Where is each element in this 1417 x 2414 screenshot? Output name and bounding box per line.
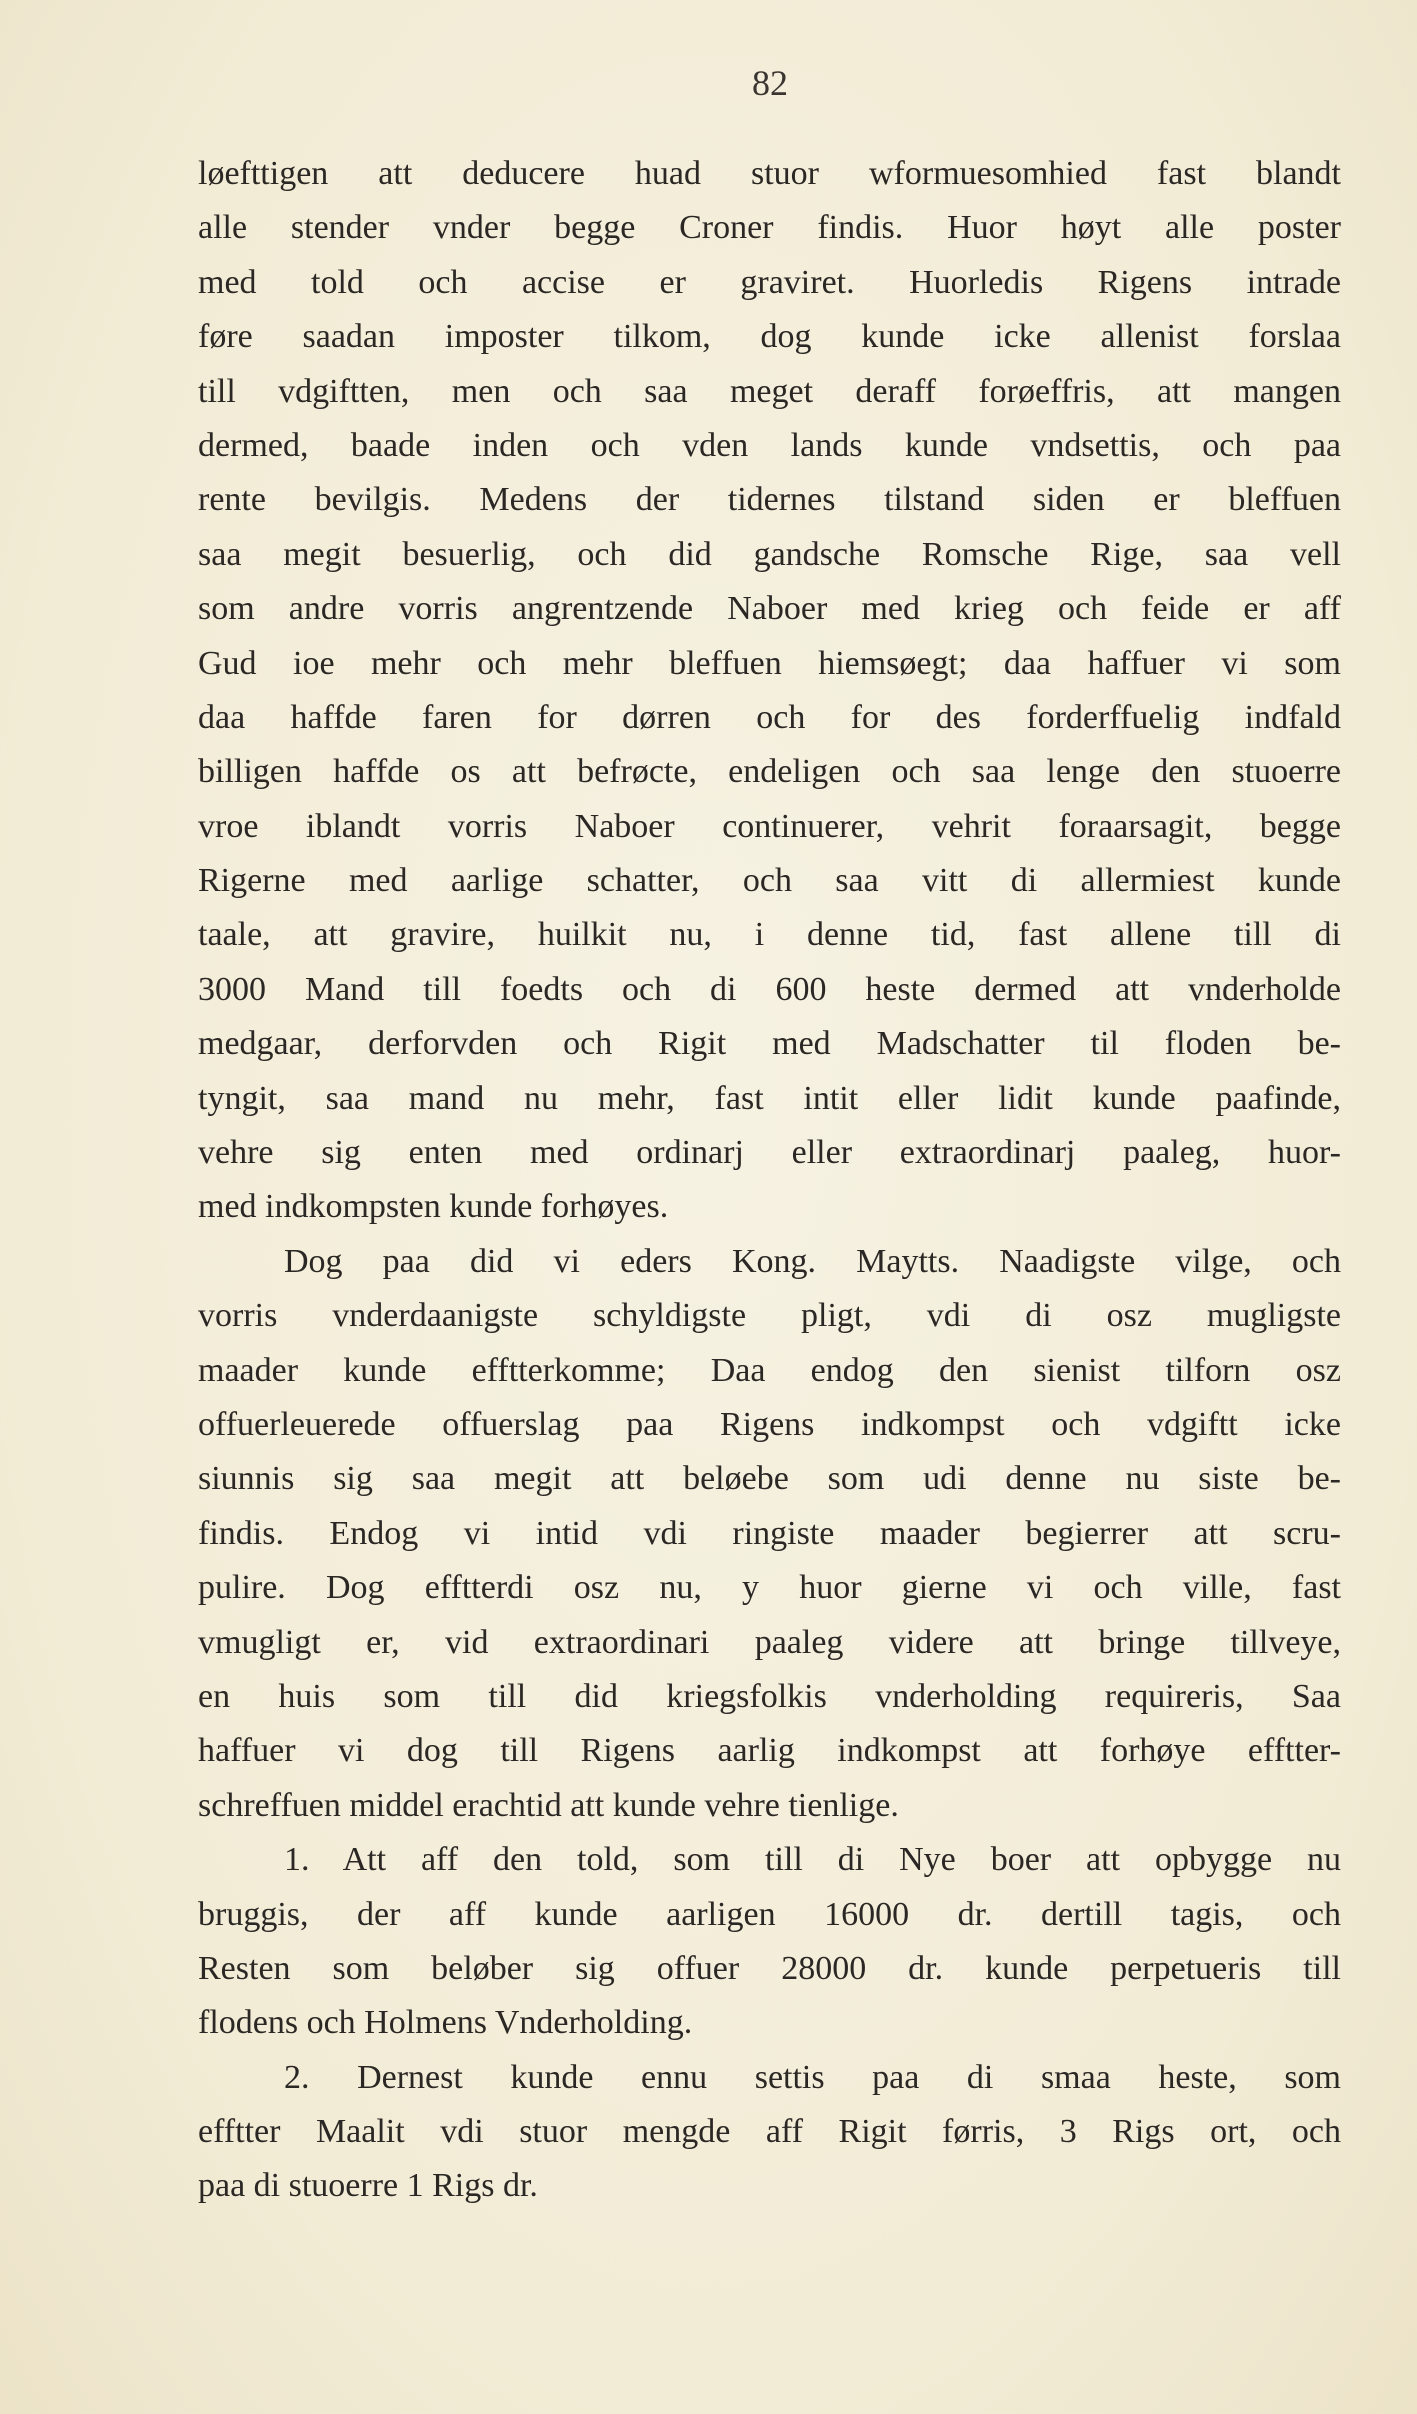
text-line: en huis som till did kriegsfolkis vnderholding requireris, Saa: [198, 1677, 1341, 1715]
text-line: vorris vnderdaanigste schyldigste pligt, vdi di osz mugligste: [198, 1297, 1341, 1335]
text-line: efftter Maalit vdi stuor mengde aff Rigit førris, 3 Rigs ort, och: [198, 2113, 1341, 2151]
paragraph: [198, 147, 1341, 1235]
text-line: haffuer vi dog till Rigens aarlig indkompst att forhøye efftter-: [198, 1732, 1341, 1770]
text-line: 2. Dernest kunde ennu settis paa di smaa heste, som: [284, 2058, 1341, 2096]
page-number: 82: [752, 63, 788, 103]
text-line: Rigerne med aarlige schatter, och saa vitt di allermiest kunde: [198, 862, 1341, 900]
text-line: paa di stuoerre 1 Rigs dr.: [198, 2167, 538, 2205]
text-line: taale, att gravire, huilkit nu, i denne tid, fast allene till di: [198, 916, 1341, 954]
paragraph: [198, 1235, 1341, 1833]
text-line: saa megit besuerlig, och did gandsche Romsche Rige, saa vell: [198, 535, 1341, 573]
text-line: som andre vorris angrentzende Naboer med krieg och feide er aff: [198, 590, 1341, 628]
text-line: flodens och Holmens Vnderholding.: [198, 2004, 693, 2042]
text-line: vroe iblandt vorris Naboer continuerer, vehrit foraarsagit, begge: [198, 807, 1341, 845]
text-line: Dog paa did vi eders Kong. Maytts. Naadigste vilge, och: [284, 1242, 1341, 1280]
text-line: vmugligt er, vid extraordinari paaleg videre att bringe tillveye,: [198, 1623, 1341, 1661]
text-line: Resten som beløber sig offuer 28000 dr. kunde perpetueris till: [198, 1949, 1341, 1987]
body-text: [198, 147, 1341, 2214]
text-line: rente bevilgis. Medens der tidernes tilstand siden er bleffuen: [198, 481, 1341, 519]
text-line: 1. Att aff den told, som till di Nye boer att opbygge nu: [284, 1841, 1341, 1879]
text-line: maader kunde efftterkomme; Daa endog den sienist tilforn osz: [198, 1351, 1341, 1389]
text-line: pulire. Dog efftterdi osz nu, y huor gierne vi och ville, fast: [198, 1569, 1341, 1607]
text-line: føre saadan imposter tilkom, dog kunde icke allenist forslaa: [198, 318, 1341, 356]
text-line: alle stender vnder begge Croner findis. Huor høyt alle poster: [198, 209, 1341, 247]
text-line: medgaar, derforvden och Rigit med Madschatter til floden be-: [198, 1025, 1341, 1063]
paragraph: [198, 2051, 1341, 2214]
text-line: offuerleuerede offuerslag paa Rigens indkompst och vdgiftt icke: [198, 1405, 1341, 1443]
text-line: daa haffde faren for dørren och for des forderffuelig indfald: [198, 698, 1341, 736]
text-line: bruggis, der aff kunde aarligen 16000 dr. dertill tagis, och: [198, 1895, 1341, 1933]
text-line: Gud ioe mehr och mehr bleffuen hiemsøegt; daa haffuer vi som: [198, 644, 1341, 682]
text-line: till vdgiftten, men och saa meget deraff forøeffris, att mangen: [198, 372, 1341, 410]
text-line: tyngit, saa mand nu mehr, fast intit eller lidit kunde paafinde,: [198, 1079, 1341, 1117]
text-line: findis. Endog vi intid vdi ringiste maader begierrer att scru-: [198, 1514, 1341, 1552]
text-line: dermed, baade inden och vden lands kunde vndsettis, och paa: [198, 426, 1341, 464]
text-line: siunnis sig saa megit att beløebe som udi denne nu siste be-: [198, 1460, 1341, 1498]
paragraph: [198, 1833, 1341, 2051]
text-line: med indkompsten kunde forhøyes.: [198, 1188, 669, 1226]
text-line: løefttigen att deducere huad stuor wformuesomhied fast blandt: [198, 155, 1341, 192]
text-line: billigen haffde os att befrøcte, endeligen och saa lenge den stuoerre: [198, 753, 1341, 791]
text-line: med told och accise er graviret. Huorledis Rigens intrade: [198, 263, 1341, 301]
text-line: schreffuen middel erachtid att kunde vehre tienlige.: [198, 1786, 899, 1824]
text-line: vehre sig enten med ordinarj eller extraordinarj paaleg, huor-: [198, 1134, 1341, 1172]
text-line: 3000 Mand till foedts och di 600 heste dermed att vnderholde: [198, 970, 1341, 1008]
